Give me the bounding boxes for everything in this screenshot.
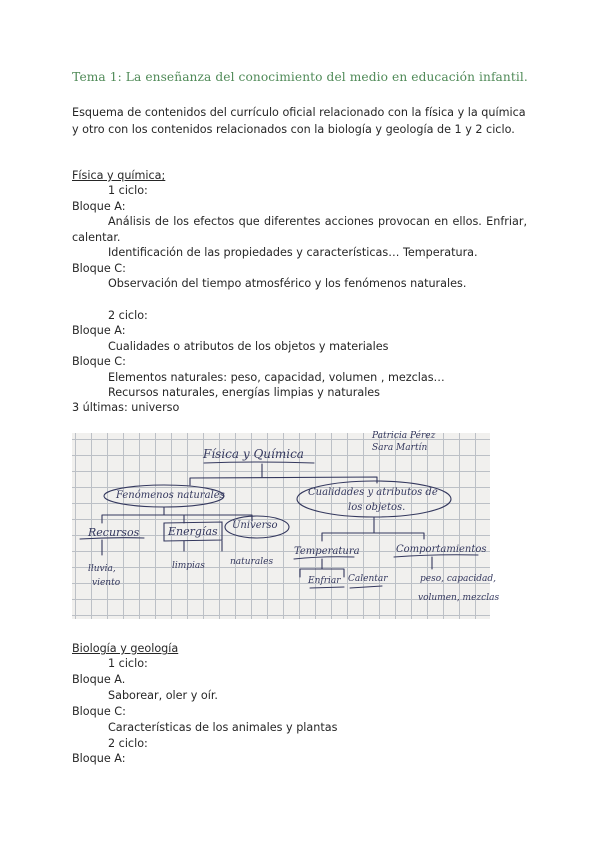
fisica-bloqueC2-label: Bloque C: [72, 355, 126, 368]
sketch-node-universo: Universo [232, 520, 278, 531]
fisica-bloqueA2-item1: Cualidades o atributos de los objetos y materiales [108, 340, 389, 353]
fisica-bloqueA-item1-line1: Análisis de los efectos que diferentes acciones provocan en ellos. Enfriar, [108, 215, 527, 228]
biologia-ciclo1-label: 1 ciclo: [108, 657, 148, 670]
sketch-leaf-limpias: limpias [172, 561, 205, 571]
biologia-bloqueA-label: Bloque A. [72, 673, 126, 686]
sketch-node-cualidades-1: Cualidades y atributos de [308, 487, 438, 498]
fisica-heading: Física y química; [72, 169, 166, 182]
biologia-bloqueC-item1: Características de los animales y plantas [108, 721, 338, 734]
sketch-leaf-lluvia: lluvia, [88, 564, 116, 574]
sketch-node-cualidades-2: los objetos. [348, 502, 406, 513]
sketch-node-temperatura: Temperatura [294, 546, 360, 557]
biologia-bloqueC-label: Bloque C: [72, 705, 126, 718]
sketch-leaf-peso-1: peso, capacidad, [420, 574, 497, 584]
fisica-bloqueA-item1-line2: calentar. [72, 231, 121, 244]
fisica-bloqueC-item1: Observación del tiempo atmosférico y los fenómenos naturales. [108, 277, 467, 290]
page-title: Tema 1: La enseñanza del conocimiento del medio en educación infantil. [72, 70, 528, 84]
biologia-ciclo2-label: 2 ciclo: [108, 737, 148, 750]
fisica-bloqueC2-item1: Elementos naturales: peso, capacidad, volumen , mezclas… [108, 371, 445, 384]
biologia-bloqueA-item1: Saborear, oler y oír. [108, 689, 218, 702]
biologia-heading: Biología y geología [72, 642, 179, 655]
fisica-bloqueC2-item2: Recursos naturales, energías limpias y naturales [108, 386, 381, 399]
intro-line-1: Esquema de contenidos del currículo oficial relacionado con la física y la química [72, 106, 526, 119]
fisica-bloqueA-label: Bloque A: [72, 200, 126, 213]
sketch-node-recursos: Recursos [88, 526, 140, 539]
fisica-bloqueA2-label: Bloque A: [72, 324, 126, 337]
sketch-leaf-calentar: Calentar [348, 574, 388, 584]
sketch-leaf-enfriar: Enfriar [308, 576, 341, 586]
sketch-authors-2: Sara Martín [372, 443, 428, 453]
fisica-bloqueA-item1 [72, 214, 527, 246]
handwritten-concept-map [72, 431, 500, 619]
fisica-bloqueA-item2: Identificación de las propiedades y características… Temperatura. [108, 246, 478, 259]
fisica-ciclo1-label: 1 ciclo: [108, 184, 148, 197]
sketch-authors-1: Patricia Pérez [372, 431, 436, 441]
intro-line-2: y otro con los contenidos relacionados con la biología y geología de 1 y 2 ciclo. [72, 123, 515, 136]
sketch-leaf-peso-2: volumen, mezclas [418, 593, 500, 603]
fisica-bloqueC-label: Bloque C: [72, 262, 126, 275]
sketch-leaf-viento: viento [92, 578, 121, 588]
fisica-ultimas: 3 últimas: universo [72, 401, 180, 414]
fisica-ciclo2-label: 2 ciclo: [108, 309, 148, 322]
sketch-node-energias: Energías [168, 525, 218, 538]
sketch-node-comportamientos: Comportamientos [396, 544, 487, 555]
sketch-node-fenomenos: Fenómenos naturales [116, 490, 225, 501]
sketch-leaf-naturales: naturales [230, 557, 274, 567]
biologia-bloqueA2-label: Bloque A: [72, 752, 126, 765]
sketch-title: Física y Química [203, 447, 304, 461]
